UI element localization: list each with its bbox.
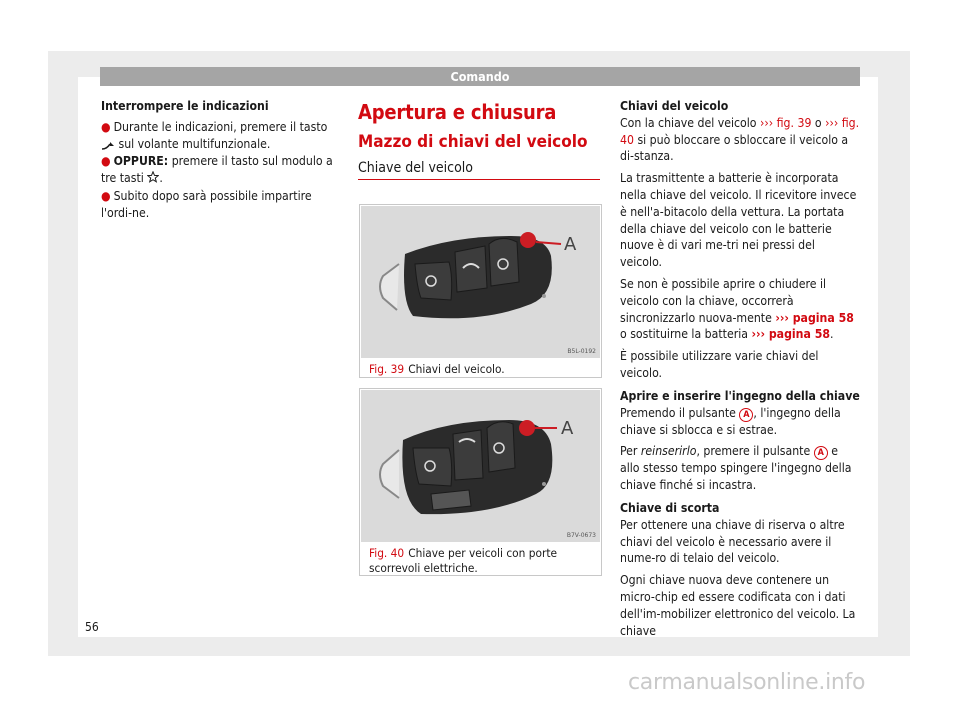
voice-button-icon	[101, 139, 115, 149]
paragraph	[620, 276, 860, 343]
star-button-icon	[147, 171, 159, 183]
figure-number: Fig. 40	[369, 546, 405, 560]
text: Con la chiave del veicolo	[620, 115, 757, 130]
emphasis: reinserirlo	[640, 444, 697, 459]
paragraph: Ogni chiave nuova deve contenere un micro-chip ed essere codificata con i dati dell'im-mobilizer elettronico del veicolo. La chiave	[620, 573, 856, 638]
figure-40	[359, 388, 602, 576]
subheading: Chiave di scorta	[620, 500, 720, 515]
callout-a: A	[564, 234, 577, 255]
paragraph: Per ottenere una chiave di riserva o altre chiavi del veicolo è necessario avere il nume-ro di telaio del veicolo.	[620, 517, 845, 566]
column-right	[620, 98, 860, 644]
key-image	[361, 206, 600, 358]
bullet-icon: ●	[101, 119, 111, 134]
subsection-title: Chiave del veicolo	[358, 158, 600, 180]
key-image	[361, 390, 600, 542]
subheading: Aprire e inserire l'ingegno della chiave	[620, 388, 860, 403]
text: o	[814, 115, 822, 130]
caption-text: Chiavi del veicolo.	[408, 362, 505, 376]
text: Per	[620, 444, 638, 459]
paragraph: È possibile utilizzare varie chiavi del veicolo.	[620, 349, 819, 380]
chapter-title: Apertura e chiusura	[358, 100, 557, 124]
cross-reference-link[interactable]: ››› pagina 58	[775, 310, 854, 325]
list-item-text: Durante le indicazioni, premere il tasto	[113, 119, 328, 134]
list-item	[101, 188, 337, 222]
caption-text: Chiave per veicoli con porte scorrevoli elettriche.	[369, 546, 558, 575]
list-item-text: Subito dopo sarà possibile impartire l'ordi-ne.	[101, 188, 312, 220]
list-item-text: premere il tasto sul modulo a tre tasti	[101, 154, 333, 186]
cross-reference-link[interactable]: ››› fig. 39	[760, 115, 812, 130]
text: .	[829, 327, 834, 342]
text: Se non è possibile aprire o chiudere il veicolo con la chiave, occorrerà sincronizzarlo nuova-mente	[620, 276, 827, 325]
button-a-marker: A	[814, 446, 828, 460]
paragraph	[620, 405, 860, 439]
list-item-text: sul volante multifunzionale.	[118, 136, 271, 151]
image-code: B7V-0673	[566, 532, 596, 539]
section-heading: Interrompere le indicazioni	[101, 99, 269, 113]
image-code: B5L-0192	[567, 348, 596, 355]
cross-reference-link[interactable]: ››› pagina 58	[751, 327, 830, 342]
cross-reference-link[interactable]: ››› fig. 40	[620, 115, 860, 147]
text: Premendo il pulsante	[620, 405, 736, 420]
page-header: Comando	[100, 67, 860, 86]
bullet-icon: ●	[101, 154, 111, 169]
text: e allo stesso tempo spingere l'ingegno della chiave finché si incastra.	[620, 444, 852, 493]
paragraph	[620, 443, 860, 494]
figure-number: Fig. 39	[369, 362, 405, 376]
text: o sostituirne la batteria	[620, 327, 748, 342]
list-item-bold: OPPURE:	[113, 154, 169, 169]
subheading: Chiavi del veicolo	[620, 99, 729, 113]
list-item-text: .	[159, 171, 163, 186]
text: , premere il pulsante	[696, 444, 811, 459]
figure-caption	[369, 362, 594, 377]
paragraph: La trasmittente a batterie è incorporata nella chiave del veicolo. Il ricevitore invece è nell'a-bitacolo della vettura. La portata della chiave del veicolo con le batterie nuove è di vari me-tri nei pressi del veicolo.	[620, 171, 857, 270]
section-title: Mazzo di chiavi del veicolo	[358, 132, 588, 152]
page-number: 56	[85, 620, 99, 634]
list-item	[101, 119, 337, 153]
list-item	[101, 153, 337, 187]
figure-39	[359, 204, 602, 378]
column-middle	[358, 98, 600, 180]
bullet-icon: ●	[101, 188, 111, 203]
button-a-marker: A	[739, 408, 753, 422]
watermark: carmanualsonline.info	[628, 670, 866, 695]
text: si può bloccare o sbloccare il veicolo a di-stanza.	[620, 132, 849, 164]
figure-caption	[369, 546, 594, 576]
callout-a: A	[561, 418, 574, 439]
column-left	[101, 98, 337, 223]
text: , l'ingegno della chiave si sblocca e si estrae.	[620, 405, 841, 437]
paragraph	[620, 115, 860, 165]
